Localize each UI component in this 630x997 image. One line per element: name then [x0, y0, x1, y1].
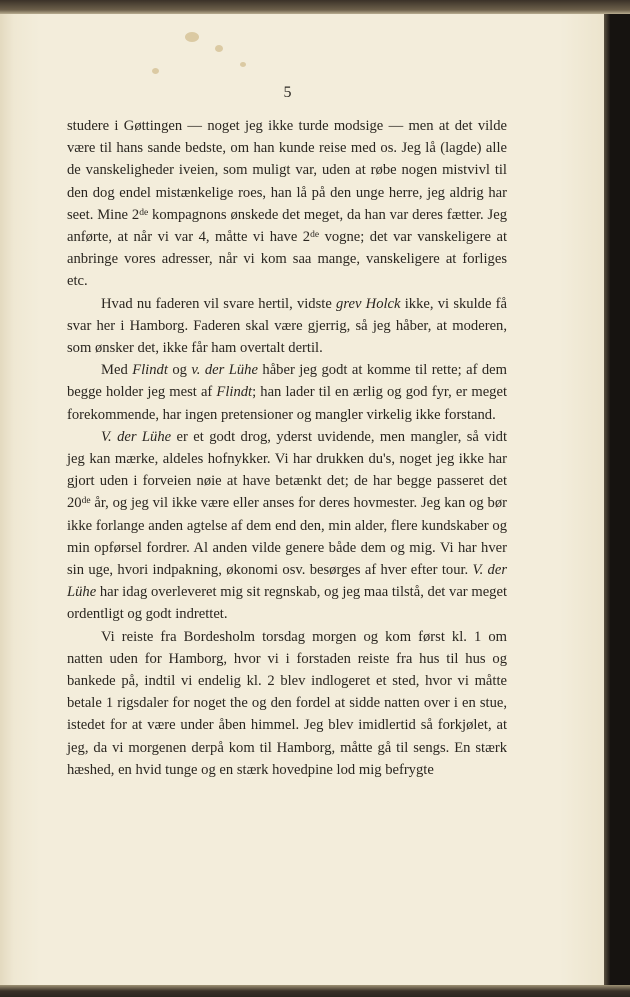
text-run: og — [167, 362, 192, 379]
text-run: år, og jeg vil ikke være eller anses for deres hovmester. Jeg kan og bør ikke forlange anden agtelse af dem end den, min alder, flere kundskaber og min opførsel fordrer. Al anden vilde genere både dem og mig. Vi har hver sin uge, hvori indpakning, økonomi osv. besørges af hver efter tour. — [67, 495, 507, 579]
text-run: ikke, vi skulde få svar her i Hamborg. Faderen skal være gjerrig, så jeg håber, at moderen, som ønsker det, ikke får ham overtalt dertil. — [67, 295, 507, 357]
paragraph — [67, 626, 507, 781]
ordinal-suffix: de — [139, 207, 149, 218]
italic-name: v. der Lühe — [191, 362, 258, 379]
book-page — [0, 12, 604, 987]
paragraph — [67, 426, 507, 626]
italic-name: grev Holck — [336, 295, 401, 312]
text-run: kompagnons ønskede det meget, da han var deres fætter. Jeg anførte, at når vi var 4, måtte vi have 2 — [67, 206, 507, 246]
paper-stain — [152, 68, 159, 74]
body-text — [67, 115, 507, 781]
text-run: håber jeg godt at komme til rette; af dem begge holder jeg mest af — [67, 362, 508, 401]
ordinal-suffix: de — [310, 230, 320, 241]
top-edge — [0, 0, 630, 14]
paper-stain — [240, 62, 246, 67]
italic-name: V. der Lühe — [101, 428, 172, 445]
ordinal-suffix: de — [81, 496, 91, 507]
text-run: har idag overleveret mig sit regnskab, og jeg maa tilstå, det var meget ordentligt og godt indrettet. — [67, 584, 507, 623]
text-run: Hvad nu faderen vil svare hertil, vidste — [101, 295, 337, 312]
text-run: er et godt drog, yderst uvidende, men mangler, så vidt jeg kan mærke, aldeles hofnykker. Vi har drukken du's, noget jeg ikke har gjort uden i forveien nøie at have betænkt det; de har begge passeret det 20 — [67, 428, 507, 512]
binding-edge — [604, 0, 610, 997]
paper-stain — [185, 32, 199, 42]
text-run: vogne; det var vanskeligere at anbringe vores adresser, når vi kom saa mange, vanskeligere at forliges etc. — [67, 229, 507, 290]
italic-name: Flindt — [216, 384, 253, 401]
text-run: Med — [101, 362, 133, 379]
text-run: Vi reiste fra Bordesholm torsdag morgen og kom først kl. 1 om natten uden for Hamborg, hvor vi i forstaden reiste fra hus til hus og bankede på, indtil vi endelig kl. 2 blev indlogeret et sted, hvor vi måtte betale 1 rigsdaler for noget the og den fordel at sidde natten over i en stue, istedet for at være under åben himmel. Jeg blev imidlertid så forkjølet, at jeg, da vi morgenen derpå kom til Hamborg, måtte gå til sengs. En stærk hæshed, en hvid tunge og en stærk hovedpine lod mig befrygte — [67, 628, 507, 778]
text-run: studere i Gøttingen — noget jeg ikke turde modsige — men at det vilde være til hans sande bedste, om han kunde reise med os. Jeg lå (lagde) alle de vanskeligheder iveien, som muligt var, uden at røbe nogen mistvivl til den dog endel mistænkelige roes, han lå på den unge herre, jeg aldrig har seet. Mine 2 — [67, 118, 507, 223]
paper-stain — [215, 45, 223, 52]
page-number: 5 — [283, 84, 292, 101]
text-run: ; han lader til en ærlig og god fyr, er meget forekommende, har ingen pretensioner og mangler virkelig ikke forstand. — [67, 384, 507, 423]
italic-name: Flindt — [132, 362, 168, 379]
paragraph — [67, 115, 507, 293]
bottom-edge — [0, 985, 630, 997]
paragraph — [67, 293, 507, 360]
paragraph — [67, 359, 507, 426]
italic-name: V. der Lühe — [67, 562, 507, 601]
